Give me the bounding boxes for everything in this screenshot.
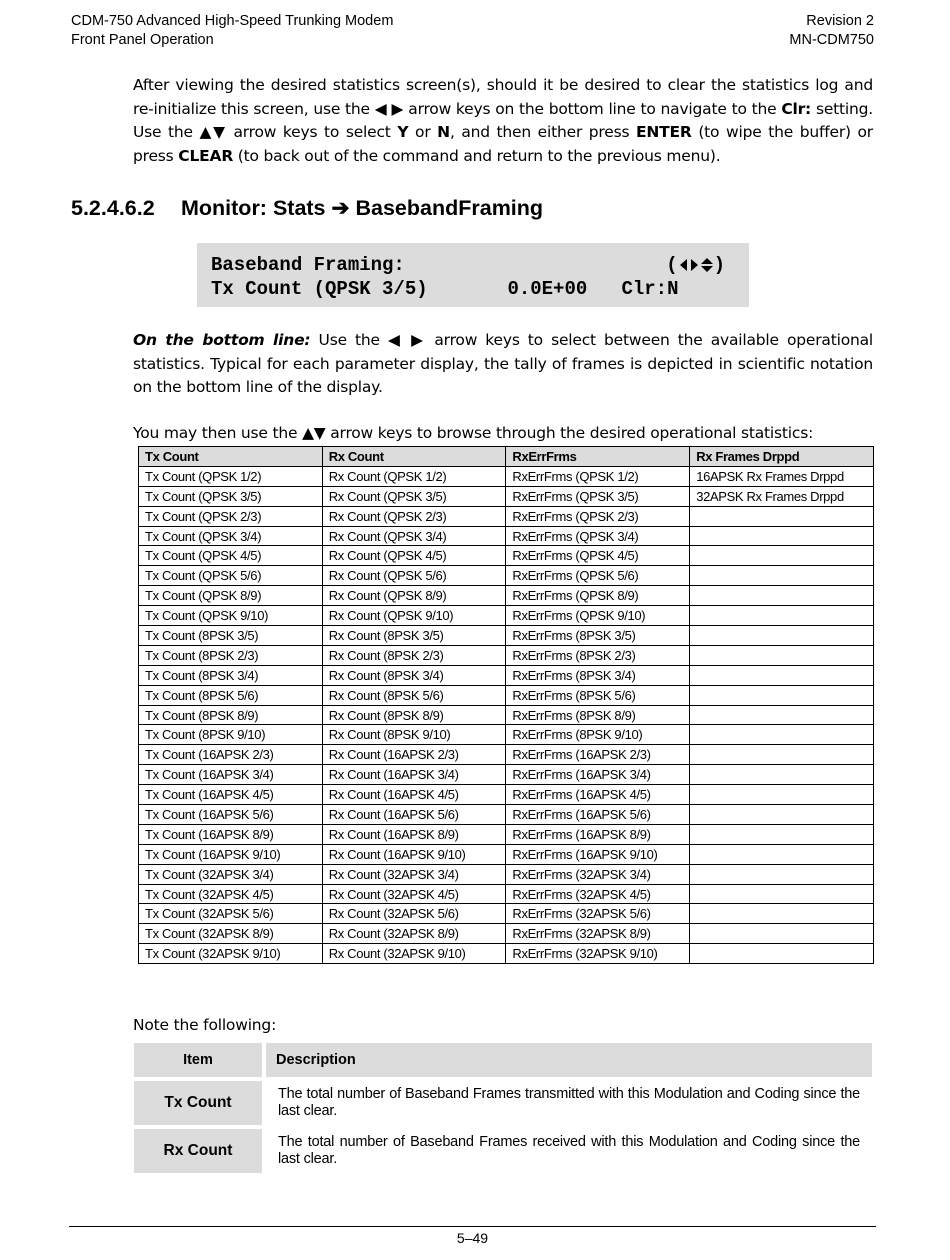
- browse-text: arrow keys to browse through the desired operational statistics:: [325, 424, 814, 442]
- table-cell: Tx Count (16APSK 5/6): [139, 805, 323, 825]
- header-right: [789, 12, 874, 50]
- table-row: [139, 645, 874, 665]
- table-cell: [690, 745, 874, 765]
- lcd-line-2: Tx Count (QPSK 3/5) 0.0E+00 Clr:N: [211, 278, 679, 300]
- section-heading: [71, 196, 543, 221]
- table-cell: Tx Count (32APSK 3/4): [139, 864, 323, 884]
- stats-header-cell: RxErrFrms: [506, 447, 690, 467]
- table-row: [139, 824, 874, 844]
- lcd-paren-open: (: [666, 254, 678, 276]
- table-cell: Rx Count (QPSK 4/5): [322, 546, 506, 566]
- table-cell: RxErrFrms (8PSK 3/5): [506, 626, 690, 646]
- table-cell: Rx Count (16APSK 9/10): [322, 844, 506, 864]
- browse-paragraph: [133, 422, 873, 446]
- table-cell: Rx Count (QPSK 3/5): [322, 486, 506, 506]
- intro-text: arrow keys to select: [226, 123, 398, 141]
- notes-row: [134, 1129, 872, 1173]
- table-cell: RxErrFrms (QPSK 4/5): [506, 546, 690, 566]
- chapter-title: Front Panel Operation: [71, 32, 214, 48]
- table-row: [139, 466, 874, 486]
- notes-row: [134, 1081, 872, 1125]
- table-cell: Rx Count (8PSK 2/3): [322, 645, 506, 665]
- table-cell: Tx Count (8PSK 3/4): [139, 665, 323, 685]
- table-cell: Rx Count (QPSK 1/2): [322, 466, 506, 486]
- table-cell: RxErrFrms (QPSK 5/6): [506, 566, 690, 586]
- table-row: [139, 526, 874, 546]
- intro-text: arrow keys on the bottom line to navigate to the: [403, 99, 782, 118]
- table-cell: RxErrFrms (32APSK 5/6): [506, 904, 690, 924]
- up-down-arrows-icon: ▲▼: [302, 424, 326, 442]
- stats-header-cell: Rx Count: [322, 447, 506, 467]
- table-row: [139, 904, 874, 924]
- table-cell: RxErrFrms (16APSK 4/5): [506, 785, 690, 805]
- table-row: [139, 785, 874, 805]
- bottom-line-text: Use the: [310, 331, 388, 349]
- table-cell: RxErrFrms (QPSK 8/9): [506, 586, 690, 606]
- table-cell: Tx Count (16APSK 3/4): [139, 765, 323, 785]
- notes-header-description: Description: [266, 1043, 872, 1077]
- table-row: [139, 566, 874, 586]
- intro-paragraph: [133, 74, 873, 168]
- notes-header-row: [134, 1043, 872, 1077]
- bottom-line-paragraph: [133, 329, 873, 400]
- table-cell: RxErrFrms (32APSK 3/4): [506, 864, 690, 884]
- table-cell: Rx Count (32APSK 8/9): [322, 924, 506, 944]
- table-cell: Tx Count (32APSK 9/10): [139, 944, 323, 964]
- up-down-arrows-icon: ▲▼: [199, 123, 227, 141]
- table-cell: [690, 665, 874, 685]
- stats-header-row: [139, 447, 874, 467]
- table-cell: Tx Count (QPSK 3/5): [139, 486, 323, 506]
- notes-item-cell: Tx Count: [134, 1081, 266, 1125]
- notes-header-item: Item: [134, 1043, 266, 1077]
- table-cell: RxErrFrms (QPSK 9/10): [506, 606, 690, 626]
- table-row: [139, 944, 874, 964]
- note-intro: Note the following:: [133, 1016, 277, 1034]
- table-cell: Tx Count (16APSK 9/10): [139, 844, 323, 864]
- lcd-nav-indicator: [666, 254, 725, 276]
- table-row: [139, 486, 874, 506]
- table-cell: Tx Count (8PSK 5/6): [139, 685, 323, 705]
- table-cell: [690, 904, 874, 924]
- table-cell: Tx Count (8PSK 8/9): [139, 705, 323, 725]
- table-cell: RxErrFrms (QPSK 3/5): [506, 486, 690, 506]
- revision: Revision 2: [806, 13, 874, 29]
- table-row: [139, 745, 874, 765]
- table-cell: Rx Count (32APSK 9/10): [322, 944, 506, 964]
- intro-text: or: [408, 123, 438, 141]
- table-cell: [690, 765, 874, 785]
- table-cell: Tx Count (16APSK 4/5): [139, 785, 323, 805]
- stats-header-cell: Tx Count: [139, 447, 323, 467]
- table-cell: [690, 506, 874, 526]
- notes-table: [134, 1039, 872, 1177]
- notes-description-cell: The total number of Baseband Frames received with this Modulation and Coding since the last clear.: [278, 1134, 860, 1167]
- clear-keyword: CLEAR: [178, 146, 234, 165]
- table-cell: Tx Count (32APSK 5/6): [139, 904, 323, 924]
- table-cell: Rx Count (16APSK 2/3): [322, 745, 506, 765]
- table-cell: [690, 924, 874, 944]
- table-row: [139, 506, 874, 526]
- table-cell: [690, 526, 874, 546]
- enter-keyword: ENTER: [636, 123, 692, 141]
- table-cell: [690, 586, 874, 606]
- table-cell: RxErrFrms (8PSK 8/9): [506, 705, 690, 725]
- stats-header-cell: Rx Frames Drppd: [690, 447, 874, 467]
- table-cell: Tx Count (QPSK 2/3): [139, 506, 323, 526]
- table-cell: RxErrFrms (QPSK 3/4): [506, 526, 690, 546]
- lcd-paren-close: ): [713, 254, 725, 276]
- table-row: [139, 685, 874, 705]
- intro-text: (to wipe the buffer) or press: [133, 123, 873, 165]
- table-cell: [690, 645, 874, 665]
- page-number: 5–49: [456, 1230, 489, 1246]
- table-cell: RxErrFrms (8PSK 3/4): [506, 665, 690, 685]
- lcd-line-1: Baseband Framing:: [211, 254, 405, 276]
- browse-text: You may then use the: [133, 424, 303, 442]
- table-cell: RxErrFrms (32APSK 8/9): [506, 924, 690, 944]
- table-cell: Tx Count (QPSK 9/10): [139, 606, 323, 626]
- table-cell: Rx Count (QPSK 3/4): [322, 526, 506, 546]
- table-cell: 32APSK Rx Frames Drppd: [690, 486, 874, 506]
- table-cell: Rx Count (QPSK 9/10): [322, 606, 506, 626]
- table-cell: [690, 566, 874, 586]
- stats-table: [138, 446, 874, 964]
- table-cell: RxErrFrms (8PSK 5/6): [506, 685, 690, 705]
- intro-text: setting. Use the: [133, 99, 874, 141]
- table-cell: Tx Count (QPSK 8/9): [139, 586, 323, 606]
- table-row: [139, 705, 874, 725]
- stats-table-body: [139, 466, 874, 963]
- table-cell: Rx Count (8PSK 3/4): [322, 665, 506, 685]
- clr-keyword: Clr:: [781, 99, 812, 118]
- table-cell: Rx Count (32APSK 5/6): [322, 904, 506, 924]
- notes-description-cell: The total number of Baseband Frames transmitted with this Modulation and Coding since the last clear.: [278, 1086, 860, 1119]
- table-cell: [690, 705, 874, 725]
- table-row: [139, 805, 874, 825]
- left-arrow-icon: [680, 259, 687, 271]
- table-row: [139, 765, 874, 785]
- table-cell: [690, 685, 874, 705]
- table-cell: Tx Count (32APSK 8/9): [139, 924, 323, 944]
- table-cell: [690, 944, 874, 964]
- table-cell: Rx Count (16APSK 8/9): [322, 824, 506, 844]
- table-row: [139, 725, 874, 745]
- table-cell: Rx Count (QPSK 8/9): [322, 586, 506, 606]
- table-cell: Tx Count (16APSK 8/9): [139, 824, 323, 844]
- table-cell: RxErrFrms (8PSK 2/3): [506, 645, 690, 665]
- bottom-line-label: On the bottom line:: [133, 331, 311, 349]
- up-down-arrow-icon: [701, 258, 713, 272]
- table-row: [139, 665, 874, 685]
- footer-rule: [69, 1226, 876, 1227]
- table-row: [139, 586, 874, 606]
- manual-number: MN-CDM750: [789, 32, 874, 48]
- table-cell: [690, 606, 874, 626]
- table-row: [139, 546, 874, 566]
- table-cell: RxErrFrms (32APSK 4/5): [506, 884, 690, 904]
- table-cell: [690, 864, 874, 884]
- table-cell: Rx Count (8PSK 5/6): [322, 685, 506, 705]
- table-cell: Rx Count (32APSK 3/4): [322, 864, 506, 884]
- table-cell: RxErrFrms (QPSK 1/2): [506, 466, 690, 486]
- table-cell: RxErrFrms (8PSK 9/10): [506, 725, 690, 745]
- table-cell: Rx Count (8PSK 3/5): [322, 626, 506, 646]
- table-cell: [690, 844, 874, 864]
- table-cell: RxErrFrms (16APSK 2/3): [506, 745, 690, 765]
- notes-item-cell: Rx Count: [134, 1129, 266, 1173]
- table-cell: Tx Count (QPSK 5/6): [139, 566, 323, 586]
- table-row: [139, 884, 874, 904]
- section-number: 5.2.4.6.2: [71, 196, 155, 220]
- table-cell: RxErrFrms (16APSK 3/4): [506, 765, 690, 785]
- table-cell: Rx Count (16APSK 5/6): [322, 805, 506, 825]
- table-cell: Tx Count (8PSK 9/10): [139, 725, 323, 745]
- table-cell: Rx Count (8PSK 8/9): [322, 705, 506, 725]
- table-row: [139, 864, 874, 884]
- table-cell: [690, 785, 874, 805]
- table-cell: [690, 725, 874, 745]
- doc-title: CDM-750 Advanced High-Speed Trunking Modem: [71, 13, 394, 29]
- table-cell: Tx Count (16APSK 2/3): [139, 745, 323, 765]
- table-cell: Tx Count (QPSK 3/4): [139, 526, 323, 546]
- section-title: Monitor: Stats ➔ BasebandFraming: [181, 196, 544, 220]
- table-row: [139, 606, 874, 626]
- table-cell: Tx Count (32APSK 4/5): [139, 884, 323, 904]
- table-cell: [690, 805, 874, 825]
- table-cell: Rx Count (QPSK 5/6): [322, 566, 506, 586]
- table-row: [139, 844, 874, 864]
- bottom-line-text: arrow keys to select between the available operational statistics. Typical for each parameter display, the tally of frames is depicted in scientific notation on the bottom line of the display.: [133, 331, 874, 396]
- table-cell: Tx Count (QPSK 1/2): [139, 466, 323, 486]
- header-left: [71, 12, 393, 50]
- table-cell: 16APSK Rx Frames Drppd: [690, 466, 874, 486]
- table-cell: RxErrFrms (QPSK 2/3): [506, 506, 690, 526]
- table-cell: Rx Count (32APSK 4/5): [322, 884, 506, 904]
- left-right-arrows-icon: ◀ ▶: [374, 99, 404, 118]
- table-cell: Tx Count (8PSK 3/5): [139, 626, 323, 646]
- table-cell: Rx Count (16APSK 3/4): [322, 765, 506, 785]
- left-right-arrows-icon: ◀ ▶: [387, 331, 427, 349]
- table-cell: [690, 824, 874, 844]
- intro-text: (to back out of the command and return to the previous menu).: [233, 146, 721, 165]
- table-cell: RxErrFrms (16APSK 5/6): [506, 805, 690, 825]
- table-row: [139, 626, 874, 646]
- table-cell: Rx Count (8PSK 9/10): [322, 725, 506, 745]
- table-row: [139, 924, 874, 944]
- table-cell: Rx Count (QPSK 2/3): [322, 506, 506, 526]
- table-cell: RxErrFrms (32APSK 9/10): [506, 944, 690, 964]
- table-cell: [690, 626, 874, 646]
- table-cell: [690, 546, 874, 566]
- table-cell: Tx Count (8PSK 2/3): [139, 645, 323, 665]
- intro-text: , and then either press: [449, 123, 636, 141]
- table-cell: Rx Count (16APSK 4/5): [322, 785, 506, 805]
- right-arrow-icon: [691, 259, 698, 271]
- intro-text: After viewing the desired statistics screen(s), should it be desired to clear the statistics log and re-initialize this screen, use the: [133, 76, 873, 118]
- table-cell: [690, 884, 874, 904]
- table-cell: RxErrFrms (16APSK 8/9): [506, 824, 690, 844]
- lcd-display: [197, 243, 749, 307]
- table-cell: Tx Count (QPSK 4/5): [139, 546, 323, 566]
- table-cell: RxErrFrms (16APSK 9/10): [506, 844, 690, 864]
- y-keyword: Y: [397, 123, 409, 141]
- n-keyword: N: [437, 123, 450, 141]
